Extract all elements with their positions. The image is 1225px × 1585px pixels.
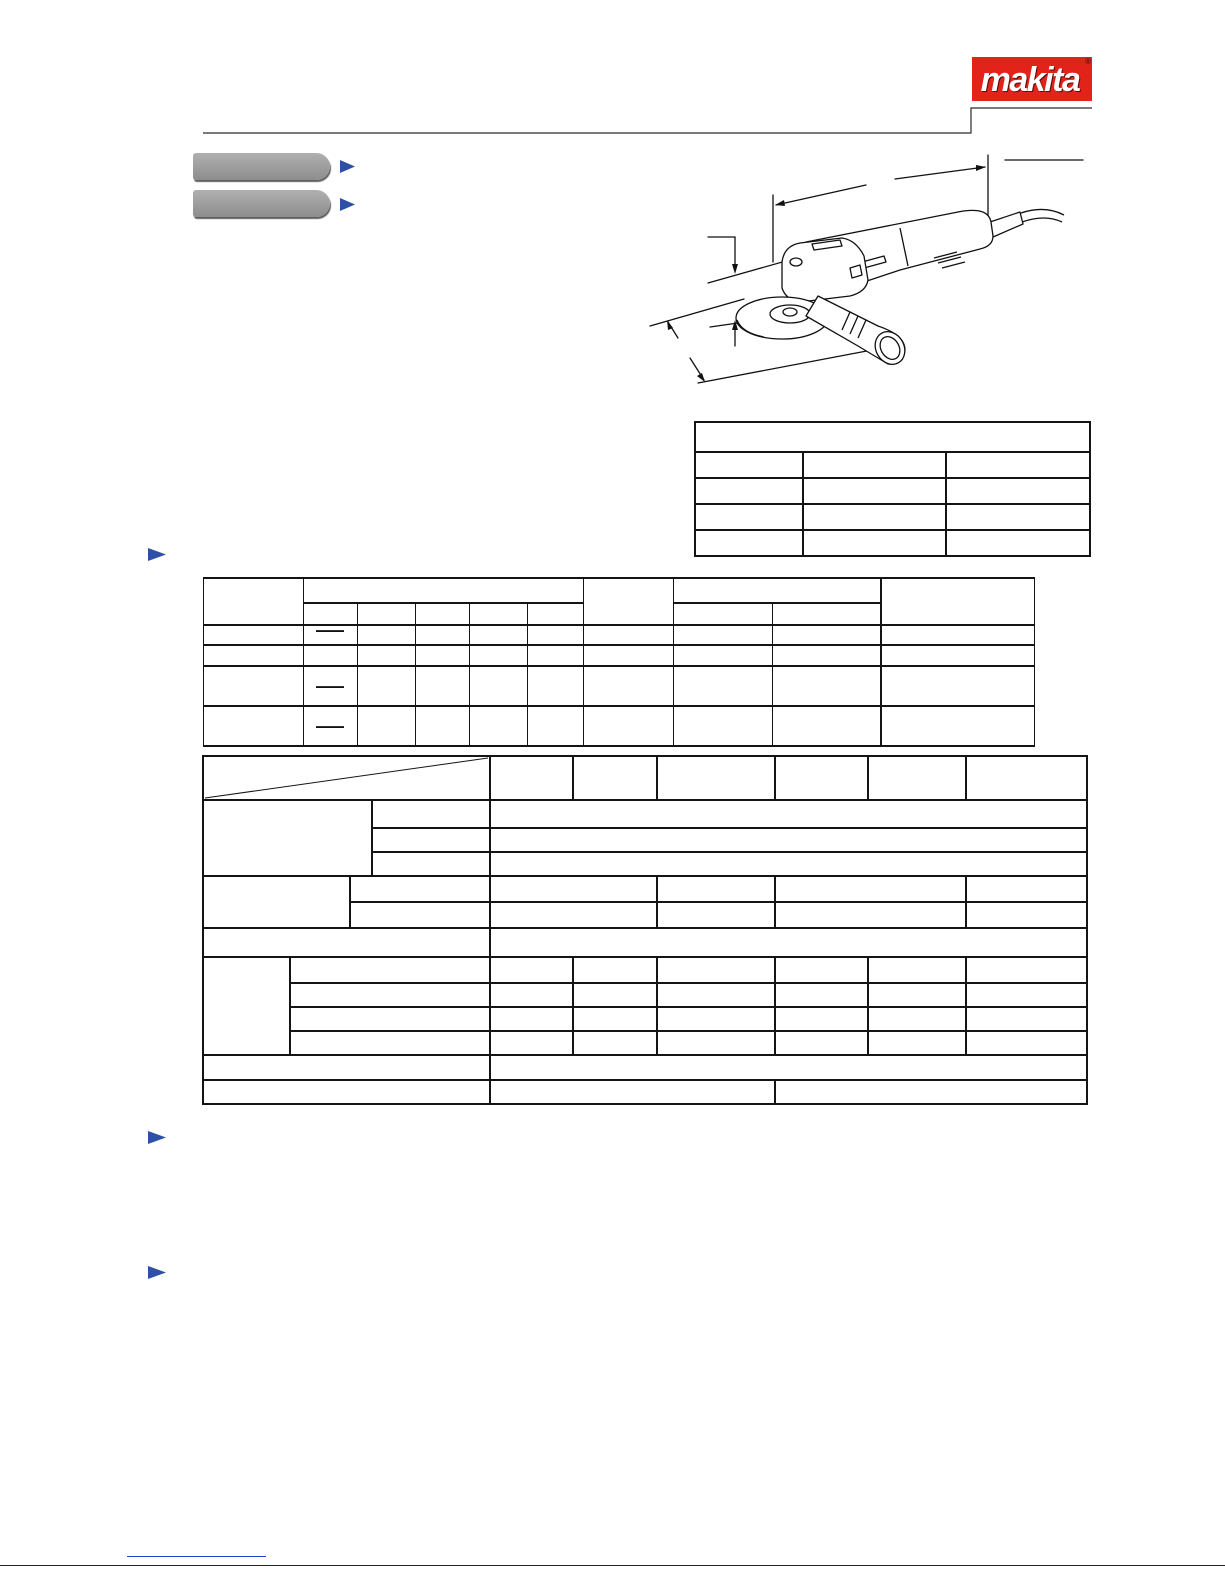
table-cell	[489, 956, 574, 984]
table-cell	[371, 827, 491, 853]
arrow-right-icon	[340, 160, 356, 173]
table-cell	[774, 1030, 869, 1056]
table-cell	[583, 665, 674, 707]
table-group-label-cell	[202, 875, 351, 929]
table-cell	[371, 851, 491, 877]
table-cell	[656, 901, 776, 929]
table-cell	[469, 705, 528, 747]
rating-table	[203, 578, 1034, 746]
table-cell	[774, 982, 869, 1008]
table-cell	[774, 901, 967, 929]
table-cell	[469, 644, 528, 667]
table-cell	[774, 956, 869, 984]
table-cell	[774, 1079, 1088, 1105]
table-cell	[867, 1030, 967, 1056]
footer-link[interactable]	[127, 1540, 266, 1557]
table-cell	[357, 705, 416, 747]
table-cell	[289, 982, 491, 1008]
table-cell	[489, 875, 658, 903]
table-cell	[945, 503, 1091, 531]
table-header-cell	[694, 421, 1091, 453]
table-cell	[202, 927, 491, 958]
table-cell	[357, 644, 416, 667]
table-cell	[349, 901, 491, 929]
table-header-cell	[357, 602, 416, 626]
dimension-table	[695, 422, 1090, 556]
table-cell	[527, 665, 584, 707]
table-header-cell	[469, 602, 528, 626]
table-cell	[583, 705, 674, 747]
table-cell	[489, 1006, 574, 1032]
table-cell	[489, 927, 1088, 958]
table-cell	[880, 644, 1035, 667]
table-cell	[774, 1006, 869, 1032]
table-cell	[527, 624, 584, 646]
table-cell	[965, 956, 1088, 984]
table-cell	[880, 665, 1035, 707]
table-cell	[203, 705, 304, 747]
table-cell	[202, 1079, 491, 1105]
table-cell	[357, 665, 416, 707]
table-cell	[880, 705, 1035, 747]
table-cell	[415, 644, 470, 667]
header-rule	[0, 0, 1225, 140]
table-header-cell	[572, 755, 658, 801]
table-cell	[489, 1079, 776, 1105]
table-header-cell	[772, 602, 881, 626]
table-cell	[965, 875, 1088, 903]
table-cell	[694, 477, 804, 505]
table-cell	[203, 644, 304, 667]
table-cell	[673, 705, 773, 747]
table-group-label-cell	[202, 799, 373, 877]
dash-mark: —	[316, 613, 344, 644]
table-header-cell	[415, 602, 470, 626]
table-header-cell	[583, 577, 674, 626]
table-cell	[965, 1006, 1088, 1032]
table-cell	[289, 1030, 491, 1056]
table-cell	[965, 982, 1088, 1008]
table-cell	[349, 875, 491, 903]
table-cell	[867, 982, 967, 1008]
table-cell	[673, 665, 773, 707]
table-cell	[656, 1006, 776, 1032]
table-cell	[867, 1006, 967, 1032]
table-cell	[469, 624, 528, 646]
table-cell	[673, 644, 773, 667]
table-cell	[202, 1054, 491, 1081]
arrow-right-icon	[148, 1266, 167, 1279]
table-cell	[802, 451, 947, 479]
table-cell	[203, 665, 304, 707]
table-header-cell	[774, 755, 869, 801]
table-cell	[289, 1006, 491, 1032]
table-cell	[583, 624, 674, 646]
table-cell	[572, 956, 658, 984]
table-header-cell	[965, 755, 1088, 801]
table-cell	[945, 477, 1091, 505]
arrow-right-icon	[340, 198, 356, 211]
table-cell	[802, 503, 947, 531]
table-cell	[415, 665, 470, 707]
table-header-cell	[489, 755, 574, 801]
table-cell	[489, 799, 1088, 829]
table-cell	[469, 665, 528, 707]
table-cell	[572, 1006, 658, 1032]
angle-grinder-illustration	[640, 150, 1090, 395]
table-header-cell	[203, 577, 304, 626]
table-cell	[371, 799, 491, 829]
table-cell	[289, 956, 491, 984]
table-header-cell	[867, 755, 967, 801]
table-cell	[572, 1030, 658, 1056]
table-cell	[572, 982, 658, 1008]
table-cell	[527, 644, 584, 667]
table-cell	[656, 1030, 776, 1056]
table-cell	[656, 875, 776, 903]
table-cell	[802, 477, 947, 505]
table-cell	[694, 529, 804, 557]
table-cell	[867, 956, 967, 984]
table-cell	[303, 644, 358, 667]
table-cell	[772, 705, 881, 747]
table-cell	[489, 1054, 1088, 1081]
table-cell	[774, 875, 967, 903]
table-cell	[415, 705, 470, 747]
table-header-cell	[880, 577, 1035, 626]
table-cell	[489, 827, 1088, 853]
table-cell	[357, 624, 416, 646]
table-cell	[489, 851, 1088, 877]
table-cell	[772, 644, 881, 667]
dash-mark: —	[316, 669, 344, 700]
table-header-cell	[673, 602, 773, 626]
table-cell	[945, 529, 1091, 557]
table-cell	[772, 624, 881, 646]
table-cell	[415, 624, 470, 646]
table-cell	[965, 1030, 1088, 1056]
table-cell	[880, 624, 1035, 646]
specification-table	[203, 756, 1087, 1104]
table-header-cell	[656, 755, 776, 801]
table-cell	[656, 982, 776, 1008]
table-cell	[694, 451, 804, 479]
table-cell	[583, 644, 674, 667]
footer-rule	[0, 1565, 1225, 1566]
header-diagonal-divider	[203, 756, 490, 800]
table-cell	[489, 982, 574, 1008]
dash-mark: —	[316, 709, 344, 740]
table-cell	[802, 529, 947, 557]
table-cell	[673, 624, 773, 646]
table-cell	[694, 503, 804, 531]
table-cell	[527, 705, 584, 747]
arrow-right-icon	[148, 548, 167, 561]
description-tab	[193, 190, 330, 217]
arrow-right-icon	[148, 1131, 167, 1144]
table-header-cell	[303, 577, 584, 604]
table-cell	[489, 901, 658, 929]
table-cell	[772, 665, 881, 707]
table-cell	[489, 1030, 574, 1056]
table-cell	[203, 624, 304, 646]
registered-mark: ®	[1085, 57, 1091, 66]
table-cell	[965, 901, 1088, 929]
model-tab	[193, 153, 330, 180]
table-header-cell	[673, 577, 881, 604]
table-cell	[945, 451, 1091, 479]
logo-text: makita	[980, 61, 1080, 99]
table-group-label-cell	[202, 956, 291, 1056]
table-cell	[656, 956, 776, 984]
table-header-cell	[527, 602, 584, 626]
